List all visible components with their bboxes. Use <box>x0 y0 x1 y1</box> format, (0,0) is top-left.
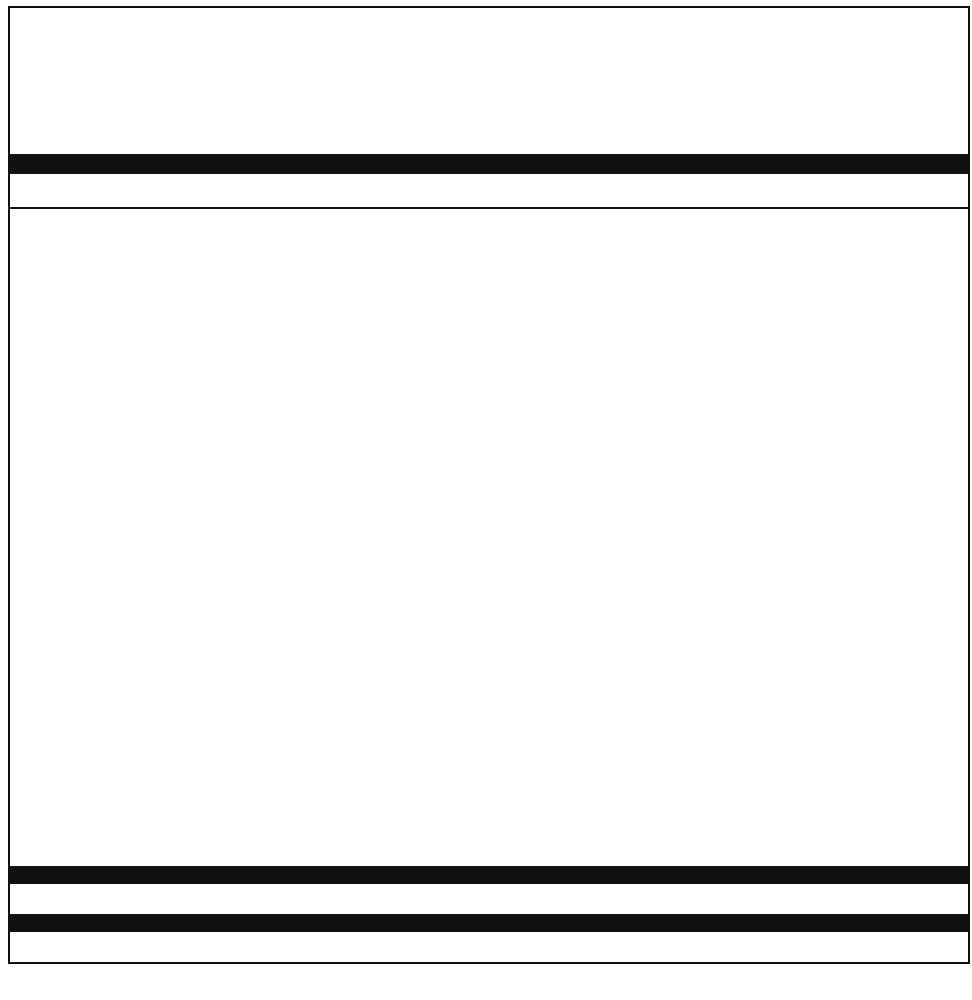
thick-divider-bottom <box>10 914 968 932</box>
thick-divider-middle <box>10 866 968 884</box>
thick-divider-top <box>10 154 968 174</box>
supplement-facts-panel <box>8 6 970 964</box>
header-divider <box>10 207 968 209</box>
